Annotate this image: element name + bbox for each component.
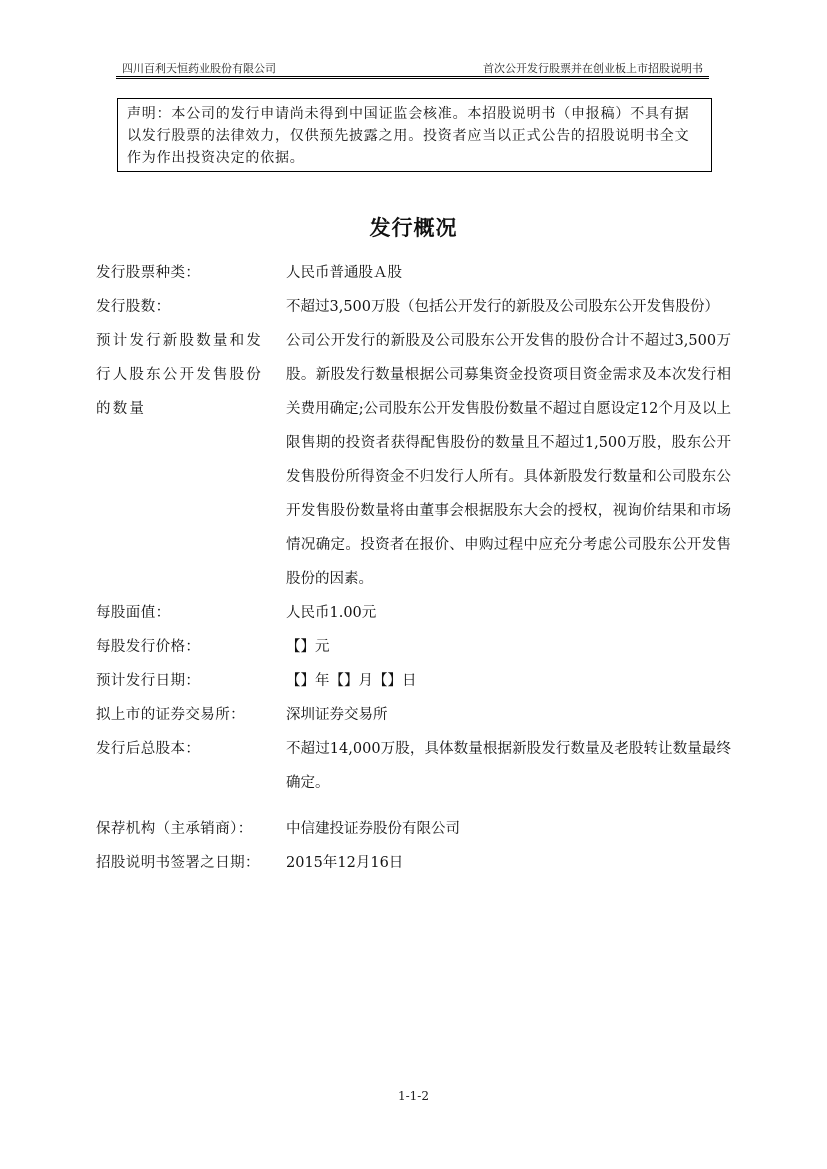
row-exchange — [96, 698, 736, 732]
row-par-value — [96, 596, 736, 630]
page-number: 1-1-2 — [397, 1089, 429, 1103]
row-share-count — [96, 290, 736, 324]
row-label: 每股面值： — [96, 605, 171, 621]
row-value: 2015年12月16日 — [286, 855, 404, 871]
page-header — [116, 58, 709, 76]
row-value: 不超过14,000万股，具体数量根据新股发行数量及老股转让数量最终确定。 — [286, 741, 731, 791]
row-label: 每股发行价格： — [96, 639, 201, 655]
row-value: 【】年【】月【】日 — [286, 673, 417, 689]
row-issue-date — [96, 664, 736, 698]
offering-overview-table — [96, 256, 736, 880]
spacer — [96, 800, 736, 812]
row-value: 不超过3,500万股（包括公开发行的新股及公司股东公开发售股份） — [286, 299, 720, 315]
row-label: 发行后总股本： — [96, 741, 201, 757]
row-issue-price — [96, 630, 736, 664]
row-total-share-capital — [96, 732, 736, 800]
row-value: 人民币普通股Ａ股 — [286, 265, 402, 281]
row-value: 人民币1.00元 — [286, 605, 377, 621]
row-stock-type — [96, 256, 736, 290]
disclaimer-box: 声明：本公司的发行申请尚未得到中国证监会核准。本招股说明书（申报稿）不具有据以发行股票的法律效力，仅供预先披露之用。投资者应当以正式公告的招股说明书全文作为作出投资决定的依据。 — [117, 98, 712, 172]
page-title: 发行概况 — [369, 216, 458, 240]
row-label: 预计发行日期： — [96, 673, 201, 689]
header-company: 四川百利天恒药业股份有限公司 — [122, 62, 276, 75]
row-label: 招股说明书签署之日期： — [96, 855, 260, 871]
row-label: 拟上市的证券交易所： — [96, 707, 245, 723]
header-rule — [116, 76, 709, 79]
row-sponsor — [96, 812, 736, 846]
header-doc-title: 首次公开发行股票并在创业板上市招股说明书 — [483, 62, 703, 75]
row-label: 发行股数： — [96, 299, 171, 315]
row-value: 深圳证券交易所 — [286, 707, 388, 723]
row-label: 发行股票种类： — [96, 265, 201, 281]
row-label: 预计发行新股数量和发行人股东公开发售股份的数量 — [96, 333, 263, 417]
row-value: 公司公开发行的新股及公司股东公开发售的股份合计不超过3,500万股。新股发行数量根据公司募集资金投资项目资金需求及本次发行相关费用确定;公司股东公开发售股份数量不超过自愿设定12个月及以上限售期的投资者获得配售股份的数量且不超过1,500万股，股东公开发售股份所得资金不归发行人所有。具体新股发行数量和公司股东公开发售股份数量将由董事会根据股东大会的授权，视询价结果和市场情况确定。投资者在报价、申购过程中应充分考虑公司股东公开发售股份的因素。 — [286, 333, 731, 587]
row-new-shares — [96, 324, 736, 596]
row-value: 【】元 — [286, 639, 330, 655]
row-signing-date — [96, 846, 736, 880]
row-value: 中信建投证券股份有限公司 — [286, 821, 460, 837]
row-label: 保荐机构（主承销商）： — [96, 821, 253, 837]
